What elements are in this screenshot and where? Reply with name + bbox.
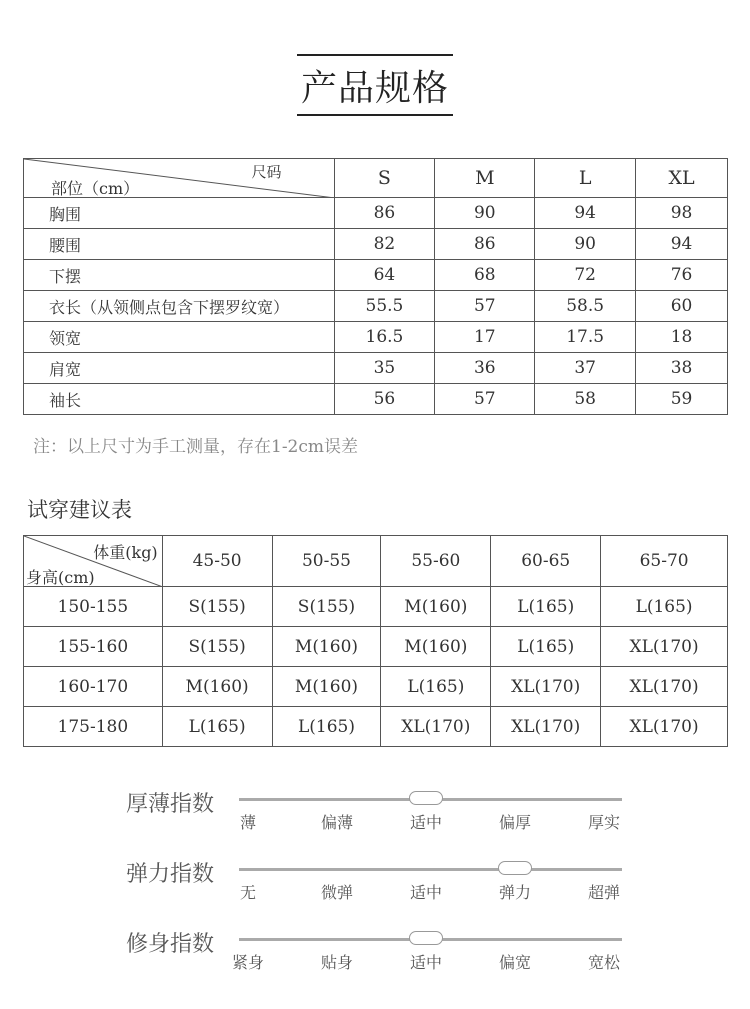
index-level-label: 厚实 bbox=[587, 813, 621, 832]
table-cell: L(165) bbox=[491, 587, 601, 627]
table-cell: XL(170) bbox=[601, 627, 728, 667]
table-row bbox=[24, 322, 728, 353]
table-row bbox=[24, 707, 728, 747]
row-label: 衣长（从领侧点包含下摆罗纹宽） bbox=[24, 291, 335, 322]
table-cell: 17.5 bbox=[535, 322, 636, 353]
table-cell: L(165) bbox=[601, 587, 728, 627]
table-cell: 18 bbox=[636, 322, 728, 353]
table-row bbox=[24, 198, 728, 229]
fit-section-title: 试穿建议表 bbox=[27, 498, 132, 522]
height-label: 150-155 bbox=[24, 587, 163, 627]
table-cell: S(155) bbox=[162, 627, 272, 667]
row-label: 下摆 bbox=[24, 260, 335, 291]
weight-header: 65-70 bbox=[601, 536, 728, 587]
table-cell: XL(170) bbox=[491, 707, 601, 747]
table-cell: XL(170) bbox=[601, 667, 728, 707]
fit-header-bottom: 身高(cm) bbox=[26, 568, 95, 587]
table-cell: XL(170) bbox=[491, 667, 601, 707]
index-level-label: 宽松 bbox=[587, 953, 621, 972]
weight-header: 50-55 bbox=[272, 536, 381, 587]
row-label: 腰围 bbox=[24, 229, 335, 260]
table-row bbox=[24, 353, 728, 384]
table-cell: 90 bbox=[535, 229, 636, 260]
table-row bbox=[24, 667, 728, 707]
table-row bbox=[24, 291, 728, 322]
table-cell: M(160) bbox=[162, 667, 272, 707]
index-level-label: 贴身 bbox=[320, 953, 354, 972]
index-name: 弹力指数 bbox=[126, 862, 215, 887]
size-header-bottom: 部位（cm） bbox=[51, 179, 140, 198]
table-cell: 64 bbox=[334, 260, 435, 291]
weight-header: 55-60 bbox=[381, 536, 491, 587]
size-header-diagonal-cell bbox=[24, 159, 335, 198]
index-name: 修身指数 bbox=[126, 932, 215, 957]
index-level-label: 适中 bbox=[409, 953, 443, 972]
table-cell: 76 bbox=[636, 260, 728, 291]
height-label: 155-160 bbox=[24, 627, 163, 667]
table-cell: 59 bbox=[636, 384, 728, 415]
size-header-top: 尺码 bbox=[251, 163, 282, 181]
table-row bbox=[24, 229, 728, 260]
index-track bbox=[239, 868, 622, 871]
table-cell: 94 bbox=[636, 229, 728, 260]
table-cell: 94 bbox=[535, 198, 636, 229]
table-row bbox=[24, 627, 728, 667]
row-label: 肩宽 bbox=[24, 353, 335, 384]
index-level-label: 适中 bbox=[409, 813, 443, 832]
table-cell: 86 bbox=[435, 229, 535, 260]
table-cell: 16.5 bbox=[334, 322, 435, 353]
table-cell: 58 bbox=[535, 384, 636, 415]
table-cell: 82 bbox=[334, 229, 435, 260]
index-level-label: 适中 bbox=[409, 883, 443, 902]
index-level-label: 偏薄 bbox=[320, 813, 354, 832]
table-cell: 58.5 bbox=[535, 291, 636, 322]
table-cell: M(160) bbox=[381, 587, 491, 627]
table-cell: 90 bbox=[435, 198, 535, 229]
table-cell: 36 bbox=[435, 353, 535, 384]
table-cell: 57 bbox=[435, 291, 535, 322]
size-table bbox=[23, 158, 728, 415]
index-scale bbox=[0, 787, 750, 847]
table-cell: L(165) bbox=[381, 667, 491, 707]
table-cell: S(155) bbox=[272, 587, 381, 627]
index-scale bbox=[0, 857, 750, 917]
table-cell: 38 bbox=[636, 353, 728, 384]
table-cell: M(160) bbox=[272, 667, 381, 707]
measurement-note: 注：以上尺寸为手工测量，存在1-2cm误差 bbox=[33, 437, 359, 457]
height-label: 175-180 bbox=[24, 707, 163, 747]
table-cell: XL(170) bbox=[601, 707, 728, 747]
size-header-m: M bbox=[435, 159, 535, 198]
row-label: 袖长 bbox=[24, 384, 335, 415]
index-marker bbox=[409, 931, 443, 945]
size-table-header bbox=[24, 159, 728, 198]
table-cell: 68 bbox=[435, 260, 535, 291]
table-cell: 72 bbox=[535, 260, 636, 291]
table-cell: M(160) bbox=[381, 627, 491, 667]
row-label: 领宽 bbox=[24, 322, 335, 353]
table-cell: 37 bbox=[535, 353, 636, 384]
index-level-label: 紧身 bbox=[231, 953, 265, 972]
page-title-text: 产品规格 bbox=[300, 67, 449, 109]
table-cell: L(165) bbox=[491, 627, 601, 667]
index-scale bbox=[0, 927, 750, 987]
table-cell: 17 bbox=[435, 322, 535, 353]
fit-table bbox=[23, 535, 728, 747]
table-cell: 35 bbox=[334, 353, 435, 384]
table-cell: M(160) bbox=[272, 627, 381, 667]
table-cell: L(165) bbox=[162, 707, 272, 747]
index-level-label: 微弹 bbox=[320, 883, 354, 902]
fit-header-diagonal-cell bbox=[24, 536, 163, 587]
fit-table-header bbox=[24, 536, 728, 587]
table-cell: 56 bbox=[334, 384, 435, 415]
row-label: 胸围 bbox=[24, 198, 335, 229]
table-row bbox=[24, 587, 728, 627]
table-row bbox=[24, 260, 728, 291]
index-marker bbox=[498, 861, 532, 875]
index-level-label: 超弹 bbox=[587, 883, 621, 902]
table-cell: 55.5 bbox=[334, 291, 435, 322]
table-cell: L(165) bbox=[272, 707, 381, 747]
table-row bbox=[24, 384, 728, 415]
weight-header: 60-65 bbox=[491, 536, 601, 587]
index-level-label: 无 bbox=[239, 883, 257, 902]
index-level-label: 偏宽 bbox=[498, 953, 532, 972]
index-level-label: 薄 bbox=[239, 813, 257, 832]
height-label: 160-170 bbox=[24, 667, 163, 707]
index-level-label: 偏厚 bbox=[498, 813, 532, 832]
size-header-xl: XL bbox=[636, 159, 728, 198]
size-header-l: L bbox=[535, 159, 636, 198]
table-cell: S(155) bbox=[162, 587, 272, 627]
fit-header-top: 体重(kg) bbox=[93, 543, 158, 562]
table-cell: 98 bbox=[636, 198, 728, 229]
page-title bbox=[297, 54, 453, 116]
table-cell: 60 bbox=[636, 291, 728, 322]
index-marker bbox=[409, 791, 443, 805]
table-cell: 57 bbox=[435, 384, 535, 415]
index-level-label: 弹力 bbox=[498, 883, 532, 902]
weight-header: 45-50 bbox=[162, 536, 272, 587]
table-cell: 86 bbox=[334, 198, 435, 229]
index-name: 厚薄指数 bbox=[126, 792, 215, 817]
size-header-s: S bbox=[334, 159, 435, 198]
table-cell: XL(170) bbox=[381, 707, 491, 747]
